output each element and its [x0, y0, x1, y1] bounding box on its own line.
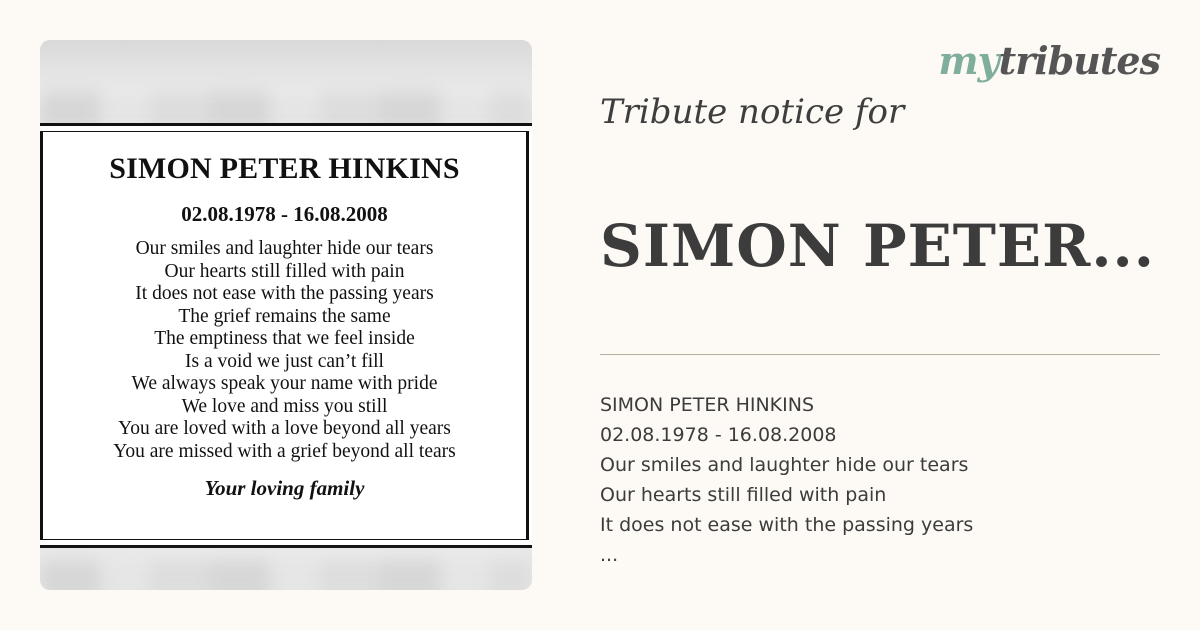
verse-line: Our smiles and laughter hide our tears [135, 238, 434, 259]
verse-line: We love and miss you still [181, 395, 388, 417]
page-eyebrow: Tribute notice for [600, 92, 905, 132]
excerpt-line: Our smiles and laughter hide our tears [600, 454, 969, 476]
notice-signature: Your loving family [204, 476, 365, 500]
verse-line: Is a void we just can’t fill [185, 350, 384, 372]
notice-name: SIMON PETER HINKINS [109, 152, 460, 185]
notice-verse [43, 238, 526, 463]
excerpt-ellipsis: ... [600, 544, 619, 566]
logo-part-my: my [938, 38, 999, 83]
verse-line: You are missed with a grief beyond all tears [113, 440, 456, 462]
excerpt-line: 02.08.1978 - 16.08.2008 [600, 424, 837, 446]
notice-dates: 02.08.1978 - 16.08.2008 [181, 202, 388, 226]
verse-line: It does not ease with the passing years [135, 283, 434, 304]
notice-image [40, 40, 532, 590]
page-title: SIMON PETER... [600, 212, 1155, 280]
tribute-excerpt [600, 390, 973, 570]
mytributes-logo[interactable] [938, 38, 1160, 83]
verse-line: The grief remains the same [178, 305, 391, 327]
verse-line: You are loved with a love beyond all years [118, 418, 451, 439]
verse-line: Our hearts still filled with pain [164, 260, 405, 282]
divider [600, 354, 1160, 355]
blurred-background-bottom [40, 560, 532, 590]
excerpt-line: SIMON PETER HINKINS [600, 394, 815, 416]
verse-line: The emptiness that we feel inside [154, 328, 415, 349]
notice-card [40, 123, 532, 548]
logo-part-tributes: tributes [998, 38, 1160, 83]
excerpt-line: It does not ease with the passing years [600, 514, 974, 536]
notice-border [40, 131, 529, 540]
verse-line: We always speak your name with pride [131, 373, 438, 394]
excerpt-line: Our hearts still filled with pain [600, 484, 887, 506]
